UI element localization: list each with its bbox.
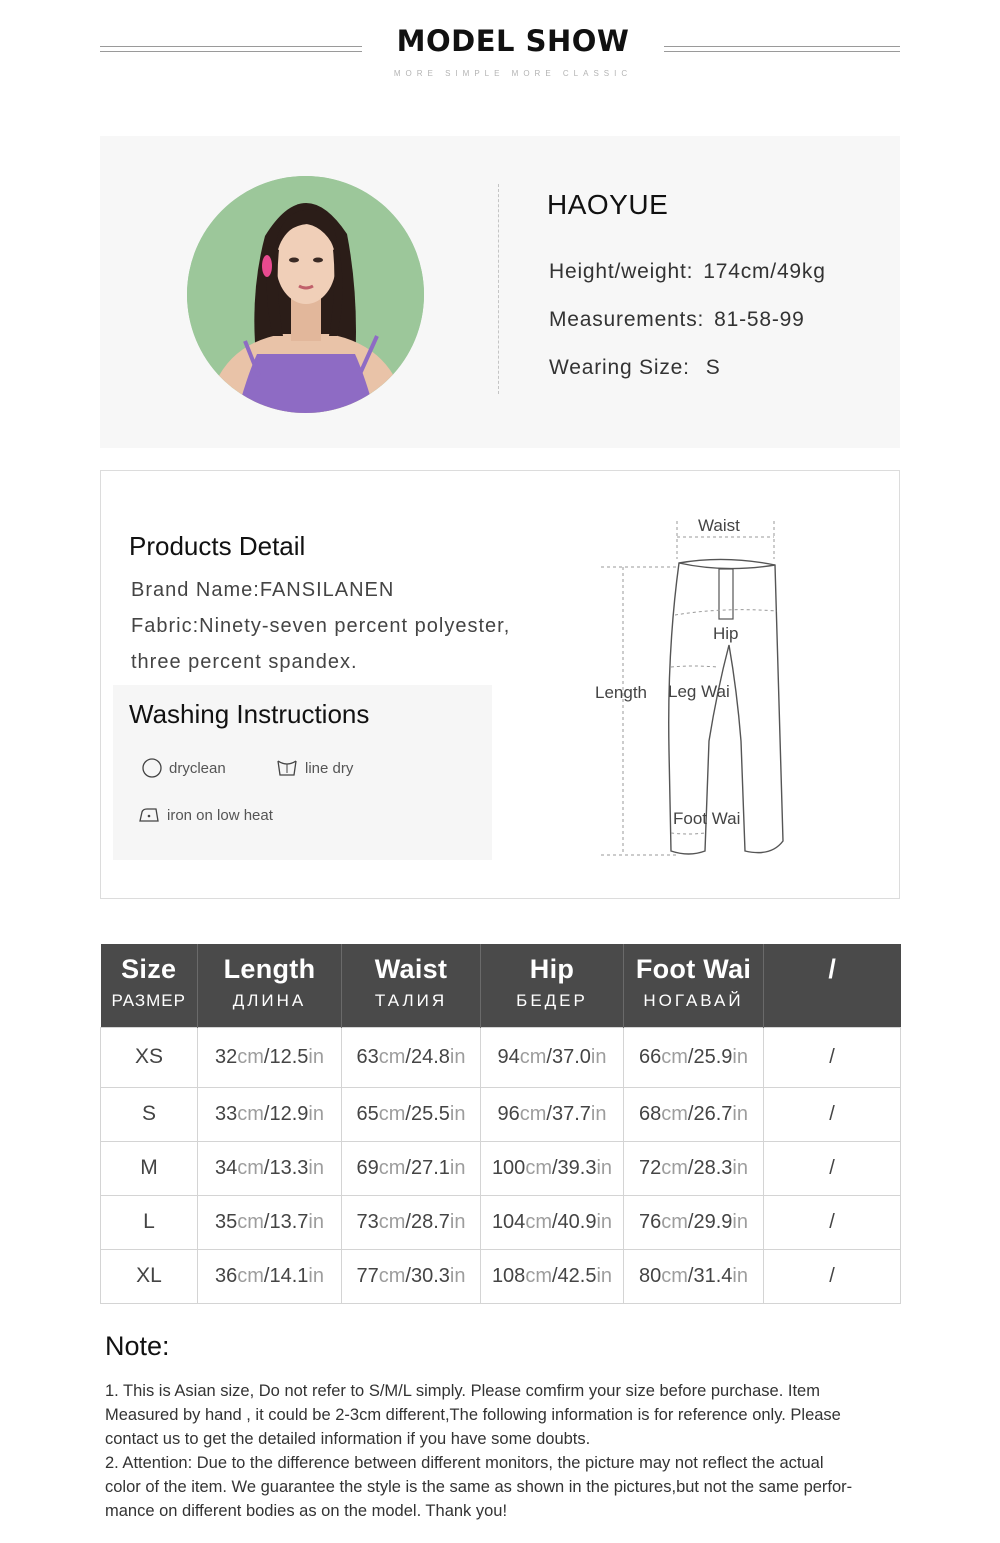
value-text: / bbox=[687, 1045, 694, 1068]
value-text: 42.5 bbox=[557, 1264, 597, 1287]
unit-text: in bbox=[596, 1264, 613, 1287]
fabric-line-2: three percent spandex. bbox=[131, 651, 358, 673]
value-text: 100 bbox=[491, 1156, 526, 1179]
waist-cell bbox=[342, 1195, 481, 1249]
value-text: / bbox=[405, 1045, 411, 1068]
header-size: Size РАЗМЕР bbox=[101, 944, 198, 1027]
measurements-label: Measurements: bbox=[549, 308, 705, 331]
wash-label-iron: iron on low heat bbox=[167, 806, 273, 824]
unit-text: in bbox=[732, 1210, 748, 1233]
waist-cell bbox=[342, 1141, 481, 1195]
washing-instructions-box bbox=[113, 685, 492, 860]
unit-text: in bbox=[308, 1210, 324, 1233]
unit-text: cm bbox=[237, 1264, 264, 1287]
table-row bbox=[101, 1249, 901, 1303]
line-dry-icon bbox=[275, 757, 299, 779]
unit-text: cm bbox=[525, 1264, 552, 1287]
value-text: / bbox=[551, 1156, 558, 1179]
unit-text: in bbox=[732, 1102, 748, 1125]
unit-text: in bbox=[732, 1156, 748, 1179]
foot-cell bbox=[624, 1087, 764, 1141]
table-row bbox=[101, 1087, 901, 1141]
value-text: 108 bbox=[491, 1264, 526, 1287]
value-text: / bbox=[551, 1210, 558, 1233]
unit-text: in bbox=[308, 1045, 324, 1068]
unit-text: cm bbox=[378, 1210, 406, 1233]
length-label: Length bbox=[595, 683, 647, 702]
value-text: 27.1 bbox=[410, 1156, 450, 1179]
unit-text: cm bbox=[237, 1210, 264, 1233]
washing-instructions-title: Washing Instructions bbox=[129, 699, 370, 729]
value-text: 68 bbox=[639, 1102, 662, 1125]
foot-cell bbox=[624, 1027, 764, 1087]
length-cell bbox=[198, 1249, 342, 1303]
brand-name-line: Brand Name:FANSILANEN bbox=[131, 579, 395, 601]
value-text: 33 bbox=[215, 1102, 238, 1125]
wash-label-dryclean: dryclean bbox=[169, 759, 226, 777]
pants-measurement-diagram bbox=[591, 511, 801, 861]
value-text: 24.8 bbox=[410, 1045, 450, 1068]
value-text: 12.9 bbox=[269, 1102, 309, 1125]
note-line: 1. This is Asian size, Do not refer to S/M/L simply. Please comfirm your size before purchase. Item bbox=[105, 1382, 820, 1400]
value-text: 25.5 bbox=[410, 1102, 450, 1125]
unit-text: cm bbox=[661, 1156, 688, 1179]
unit-text: cm bbox=[661, 1210, 688, 1233]
foot-cell bbox=[624, 1141, 764, 1195]
unit-text: in bbox=[449, 1102, 466, 1125]
value-text: 77 bbox=[356, 1264, 379, 1287]
size-cell: XS bbox=[101, 1027, 198, 1087]
value-text: 29.9 bbox=[693, 1210, 733, 1233]
value-text: 66 bbox=[639, 1045, 662, 1068]
size-cell: XL bbox=[101, 1249, 198, 1303]
unit-text: cm bbox=[237, 1102, 264, 1125]
value-text: 26.7 bbox=[693, 1102, 733, 1125]
model-info-panel bbox=[100, 136, 900, 448]
unit-text: cm bbox=[378, 1156, 406, 1179]
value-text: / bbox=[405, 1156, 411, 1179]
measurements-value: 81-58-99 bbox=[714, 308, 805, 331]
unit-text: in bbox=[449, 1210, 466, 1233]
unit-text: in bbox=[449, 1045, 466, 1068]
wearing-size-value: S bbox=[705, 356, 721, 379]
wash-item-line-dry bbox=[275, 757, 353, 779]
size-table-header-row bbox=[101, 944, 901, 1027]
size-cell: L bbox=[101, 1195, 198, 1249]
waist-cell bbox=[342, 1249, 481, 1303]
value-text: 14.1 bbox=[269, 1264, 309, 1287]
extra-cell: / bbox=[764, 1249, 901, 1303]
height-weight-label: Height/weight: bbox=[549, 260, 694, 283]
unit-text: cm bbox=[519, 1045, 547, 1068]
note-body bbox=[105, 1379, 905, 1523]
value-text: 80 bbox=[639, 1264, 662, 1287]
leg-measure-line bbox=[671, 666, 717, 667]
foot-cell bbox=[624, 1249, 764, 1303]
value-text: 25.9 bbox=[693, 1045, 733, 1068]
value-text: 40.9 bbox=[557, 1210, 597, 1233]
table-row bbox=[101, 1195, 901, 1249]
value-text: / bbox=[687, 1264, 694, 1287]
model-portrait-illustration bbox=[187, 176, 424, 413]
unit-text: in bbox=[732, 1264, 748, 1287]
value-text: / bbox=[687, 1156, 694, 1179]
value-text: 37.0 bbox=[551, 1045, 591, 1068]
value-text: 13.7 bbox=[269, 1210, 309, 1233]
value-text: / bbox=[546, 1045, 552, 1068]
unit-text: cm bbox=[378, 1045, 406, 1068]
unit-text: cm bbox=[519, 1102, 547, 1125]
value-text: / bbox=[263, 1156, 270, 1179]
value-text: 104 bbox=[491, 1210, 526, 1233]
note-title: Note: bbox=[105, 1331, 170, 1361]
note-line: mance on different bodies as on the model. Thank you! bbox=[105, 1502, 508, 1520]
value-text: / bbox=[687, 1102, 694, 1125]
header-length: Length ДЛИНА bbox=[198, 944, 342, 1027]
value-text: 37.7 bbox=[551, 1102, 591, 1125]
foot-label: Foot Wai bbox=[673, 809, 741, 828]
value-text: 73 bbox=[356, 1210, 379, 1233]
foot-cell bbox=[624, 1195, 764, 1249]
unit-text: cm bbox=[661, 1264, 688, 1287]
product-detail-panel bbox=[100, 470, 900, 899]
size-cell: S bbox=[101, 1087, 198, 1141]
size-cell: M bbox=[101, 1141, 198, 1195]
wash-item-iron bbox=[137, 805, 273, 825]
extra-cell: / bbox=[764, 1195, 901, 1249]
unit-text: cm bbox=[378, 1264, 406, 1287]
value-text: 39.3 bbox=[557, 1156, 597, 1179]
hip-cell bbox=[481, 1195, 624, 1249]
iron-icon bbox=[137, 805, 161, 825]
waist-label: Waist bbox=[698, 516, 740, 535]
note-line: contact us to get the detailed information if you have some doubts. bbox=[105, 1430, 591, 1448]
value-text: 28.3 bbox=[693, 1156, 733, 1179]
value-text: 76 bbox=[639, 1210, 662, 1233]
unit-text: in bbox=[590, 1045, 607, 1068]
length-cell bbox=[198, 1027, 342, 1087]
header-divider-right bbox=[664, 46, 900, 52]
header-hip: Hip БЕДЕР bbox=[481, 944, 624, 1027]
unit-text: cm bbox=[237, 1045, 264, 1068]
value-text: / bbox=[263, 1210, 270, 1233]
header-waist: Waist ТАЛИЯ bbox=[342, 944, 481, 1027]
table-row bbox=[101, 1027, 901, 1087]
unit-text: cm bbox=[378, 1102, 406, 1125]
foot-measure-line bbox=[671, 833, 705, 834]
unit-text: in bbox=[449, 1264, 466, 1287]
value-text: / bbox=[546, 1102, 552, 1125]
value-text: / bbox=[263, 1102, 270, 1125]
unit-text: in bbox=[308, 1156, 324, 1179]
hip-cell bbox=[481, 1141, 624, 1195]
value-text: 94 bbox=[497, 1045, 520, 1068]
length-cell bbox=[198, 1087, 342, 1141]
model-wearing-size bbox=[549, 356, 721, 380]
waist-cell bbox=[342, 1027, 481, 1087]
wash-item-dryclean bbox=[141, 757, 226, 779]
value-text: / bbox=[405, 1264, 411, 1287]
value-text: / bbox=[551, 1264, 558, 1287]
unit-text: in bbox=[596, 1156, 613, 1179]
note-line: Measured by hand , it could be 2-3cm different,The following information is for reference only. Please bbox=[105, 1406, 841, 1424]
value-text: 96 bbox=[497, 1102, 520, 1125]
dryclean-circle-icon bbox=[141, 757, 163, 779]
value-text: 12.5 bbox=[269, 1045, 309, 1068]
value-text: 35 bbox=[215, 1210, 238, 1233]
hip-measure-line bbox=[675, 610, 777, 615]
note-line: 2. Attention: Due to the difference between different monitors, the picture may not reflect the actual bbox=[105, 1454, 824, 1472]
height-weight-value: 174cm/49kg bbox=[703, 260, 826, 283]
fabric-line: Fabric:Ninety-seven percent polyester, bbox=[131, 615, 511, 637]
wash-label-line-dry: line dry bbox=[305, 759, 354, 777]
waist-cell bbox=[342, 1087, 481, 1141]
extra-cell: / bbox=[764, 1027, 901, 1087]
page-subtitle: MORE SIMPLE MORE CLASSIC bbox=[393, 69, 633, 78]
header-foot: Foot Wai НОГАВАЙ bbox=[624, 944, 764, 1027]
panel-divider bbox=[498, 184, 499, 394]
value-text: 69 bbox=[356, 1156, 379, 1179]
unit-text: in bbox=[732, 1045, 748, 1068]
page-title: MODEL SHOW bbox=[396, 24, 630, 58]
model-photo bbox=[187, 176, 424, 413]
value-text: 32 bbox=[215, 1045, 238, 1068]
value-text: 31.4 bbox=[693, 1264, 733, 1287]
model-height-weight bbox=[549, 260, 826, 284]
header-extra: / bbox=[764, 944, 901, 1027]
value-text: 72 bbox=[639, 1156, 662, 1179]
value-text: / bbox=[405, 1210, 411, 1233]
value-text: 30.3 bbox=[410, 1264, 450, 1287]
unit-text: in bbox=[449, 1156, 466, 1179]
value-text: / bbox=[263, 1045, 270, 1068]
length-cell bbox=[198, 1141, 342, 1195]
extra-cell: / bbox=[764, 1141, 901, 1195]
value-text: / bbox=[263, 1264, 270, 1287]
value-text: / bbox=[687, 1210, 694, 1233]
unit-text: in bbox=[590, 1102, 607, 1125]
unit-text: cm bbox=[237, 1156, 264, 1179]
products-detail-title: Products Detail bbox=[129, 531, 306, 561]
header-divider-left bbox=[100, 46, 362, 52]
value-text: / bbox=[405, 1102, 411, 1125]
extra-cell: / bbox=[764, 1087, 901, 1141]
hip-label: Hip bbox=[713, 624, 739, 643]
model-measurements bbox=[549, 308, 805, 332]
unit-text: cm bbox=[661, 1102, 688, 1125]
hip-cell bbox=[481, 1027, 624, 1087]
table-row bbox=[101, 1141, 901, 1195]
value-text: 65 bbox=[356, 1102, 379, 1125]
unit-text: in bbox=[308, 1102, 324, 1125]
note-line: color of the item. We guarantee the style is the same as shown in the pictures,but not the same perfor- bbox=[105, 1478, 853, 1496]
value-text: 34 bbox=[215, 1156, 238, 1179]
hip-cell bbox=[481, 1249, 624, 1303]
unit-text: in bbox=[596, 1210, 613, 1233]
wearing-size-label: Wearing Size: bbox=[549, 356, 690, 379]
model-name: HAOYUE bbox=[547, 189, 669, 220]
value-text: 13.3 bbox=[269, 1156, 309, 1179]
unit-text: cm bbox=[525, 1210, 552, 1233]
size-chart-table bbox=[100, 944, 901, 1304]
leg-label: Leg Wai bbox=[668, 682, 730, 701]
hip-cell bbox=[481, 1087, 624, 1141]
value-text: 63 bbox=[356, 1045, 379, 1068]
unit-text: cm bbox=[525, 1156, 552, 1179]
length-cell bbox=[198, 1195, 342, 1249]
value-text: 28.7 bbox=[410, 1210, 450, 1233]
value-text: 36 bbox=[215, 1264, 238, 1287]
unit-text: cm bbox=[661, 1045, 688, 1068]
unit-text: in bbox=[308, 1264, 324, 1287]
